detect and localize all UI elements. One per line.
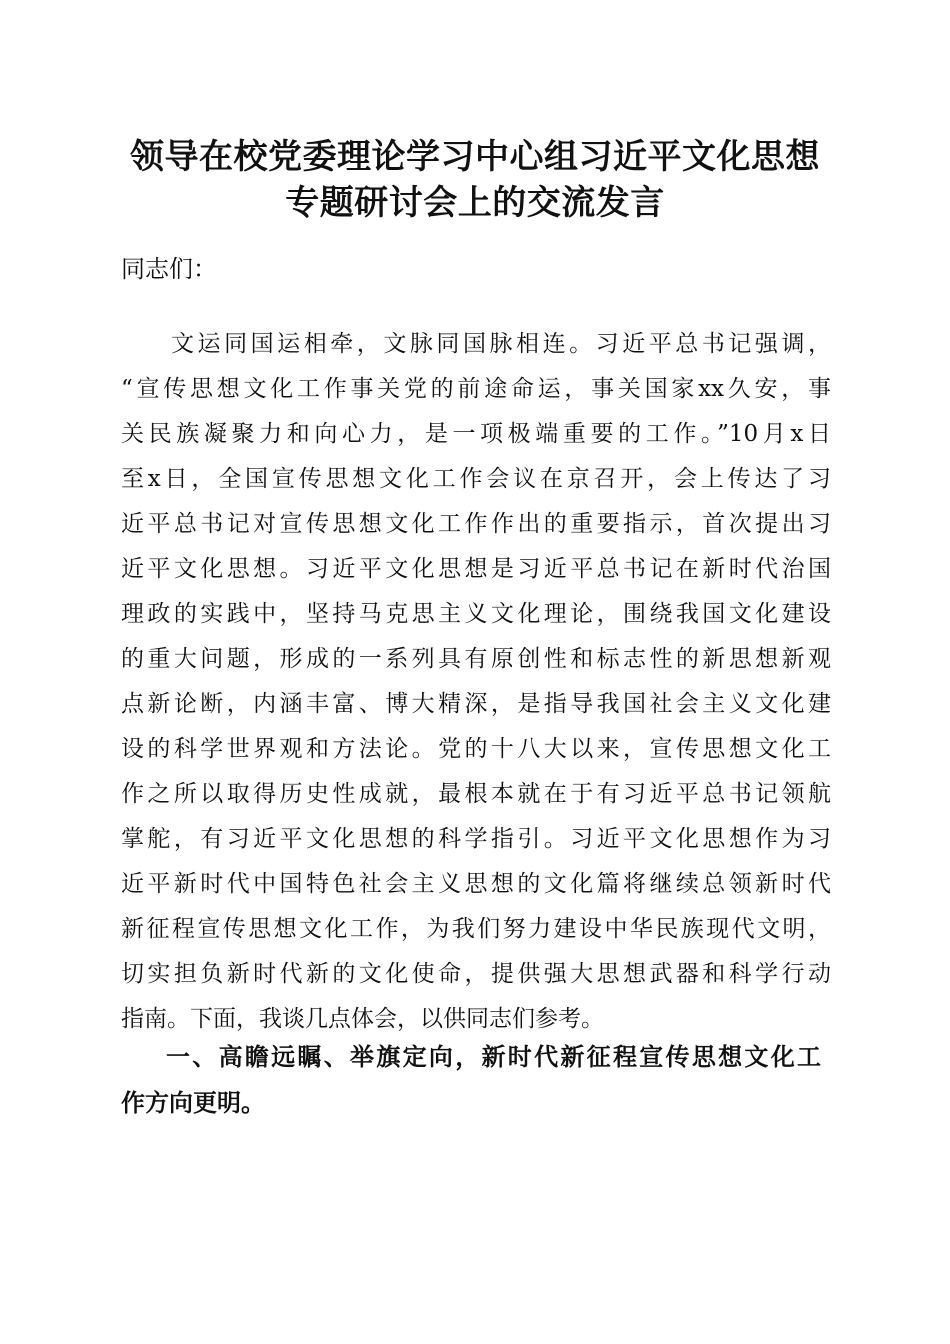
section-heading-1: [121, 1034, 821, 1126]
paragraph-line: 近平新时代中国特色社会主义思想的文化篇将继续总领新时代: [121, 871, 831, 897]
paragraph-line: 理政的实践中，坚持马克思主义文化理论，围绕我国文化建设: [121, 601, 831, 627]
paragraph-line: 指南。下面，我谈几点体会，以供同志们参考。: [121, 1006, 604, 1032]
paragraph-line: 的重大问题，形成的一系列具有原创性和标志性的新思想新观: [121, 646, 831, 672]
paragraph-line: 掌舵，有习近平文化思想的科学指引。习近平文化思想作为习: [121, 826, 831, 852]
paragraph-line: 切实担负新时代新的文化使命，提供强大思想武器和科学行动: [121, 961, 831, 987]
heading-line: 作方向更明。: [121, 1089, 265, 1117]
salutation: 同志们：: [121, 255, 217, 283]
paragraph-line: 新征程宣传思想文化工作，为我们努力建设中华民族现代文明，: [121, 916, 831, 942]
document-title: [100, 134, 850, 226]
paragraph-line: 文运同国运相牵，文脉同国脉相连。习近平总书记强调，: [171, 331, 831, 357]
title-line-2: 专题研讨会上的交流发言: [285, 183, 665, 223]
title-line-1: 领导在校党委理论学习中心组习近平文化思想: [130, 137, 820, 177]
paragraph-line: 近平文化思想。习近平文化思想是习近平总书记在新时代治国: [121, 556, 831, 582]
heading-line: 一、高瞻远瞩、举旗定向，新时代新征程宣传思想文化工: [166, 1043, 821, 1071]
paragraph-1: [121, 322, 831, 1042]
paragraph-line: “宣传思想文化工作事关党的前途命运，事关国家xx久安，事: [121, 376, 831, 402]
paragraph-line: 关民族凝聚力和向心力，是一项极端重要的工作。”10月x日: [121, 421, 831, 447]
paragraph-line: 至x日，全国宣传思想文化工作会议在京召开，会上传达了习: [121, 466, 831, 492]
paragraph-line: 作之所以取得历史性成就，最根本就在于有习近平总书记领航: [121, 781, 831, 807]
paragraph-line: 设的科学世界观和方法论。党的十八大以来，宣传思想文化工: [121, 736, 831, 762]
paragraph-line: 近平总书记对宣传思想文化工作作出的重要指示，首次提出习: [121, 511, 831, 537]
paragraph-line: 点新论断，内涵丰富、博大精深，是指导我国社会主义文化建: [121, 691, 831, 717]
